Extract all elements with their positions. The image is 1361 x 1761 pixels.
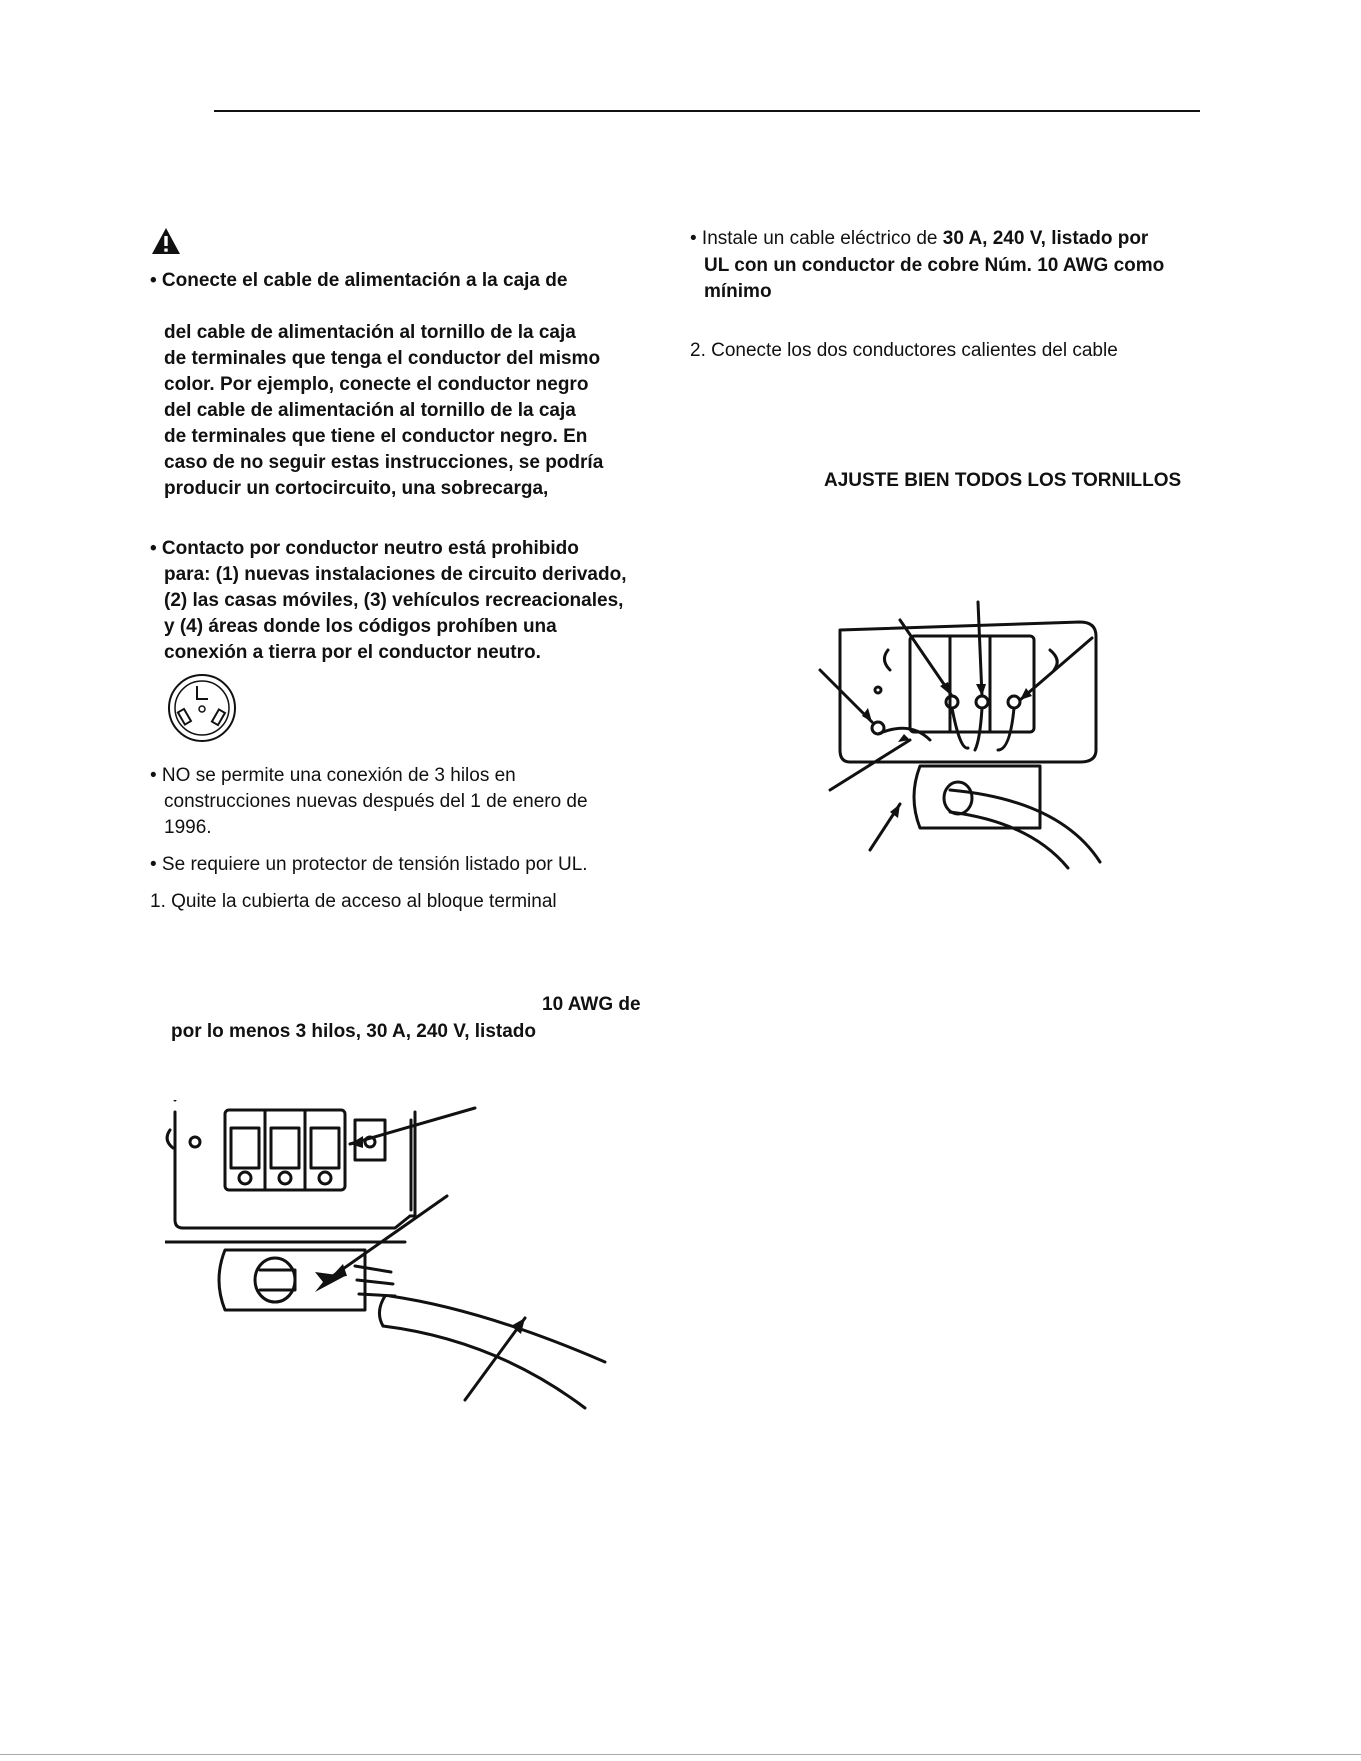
install-bullet-line-1: • Instale un cable eléctrico de 30 A, 240 V, listado por <box>690 228 1149 249</box>
warning-bullet-1-heading: • Conecte el cable de alimentación a la caja de <box>150 270 568 291</box>
warning-bullet-1-body: del cable de alimentación al tornillo de la caja de terminales que tenga el conductor del mismo color. Por ejemplo, conecte el conductor negro del cable de alimentación al tornillo de la caja de terminales que tiene el conductor negro. En caso de no seguir estas instrucciones, se podría producir un cortocircuito, una sobrecarga, <box>164 322 604 499</box>
note-3-wire: • NO se permite una conexión de 3 hilos en construcciones nuevas después del 1 de enero de 1996. <box>150 765 588 838</box>
step-1: 1. Quite la cubierta de acceso al bloque terminal <box>150 891 557 912</box>
step-2: 2. Conecte los dos conductores calientes del cable <box>690 340 1118 361</box>
note-protector: • Se requiere un protector de tensión listado por UL. <box>150 854 588 875</box>
install-bullet-line-3: mínimo <box>704 281 772 302</box>
cable-spec-line-1: 10 AWG de <box>542 994 641 1015</box>
tighten-screws-note: AJUSTE BIEN TODOS LOS TORNILLOS <box>824 470 1182 491</box>
install-bullet-line-2: UL con un conductor de cobre Núm. 10 AWG como <box>704 255 1165 276</box>
header-rule <box>214 110 1200 112</box>
warning-triangle-icon <box>150 226 182 256</box>
warning-bullet-2: • Contacto por conductor neutro está prohibido para: (1) nuevas instalaciones de circuito derivado, (2) las casas móviles, (3) vehículos recreacionales, y (4) áreas donde los códigos prohíben una conexión a tierra por el conductor neutro. <box>150 538 627 663</box>
three-prong-receptacle-icon <box>166 672 238 744</box>
footer-rule <box>0 1754 1361 1755</box>
wired-terminal-figure <box>810 600 1130 870</box>
cable-spec-line-2: por lo menos 3 hilos, 30 A, 240 V, listado <box>171 1021 536 1042</box>
terminal-block-figure <box>165 1100 625 1410</box>
